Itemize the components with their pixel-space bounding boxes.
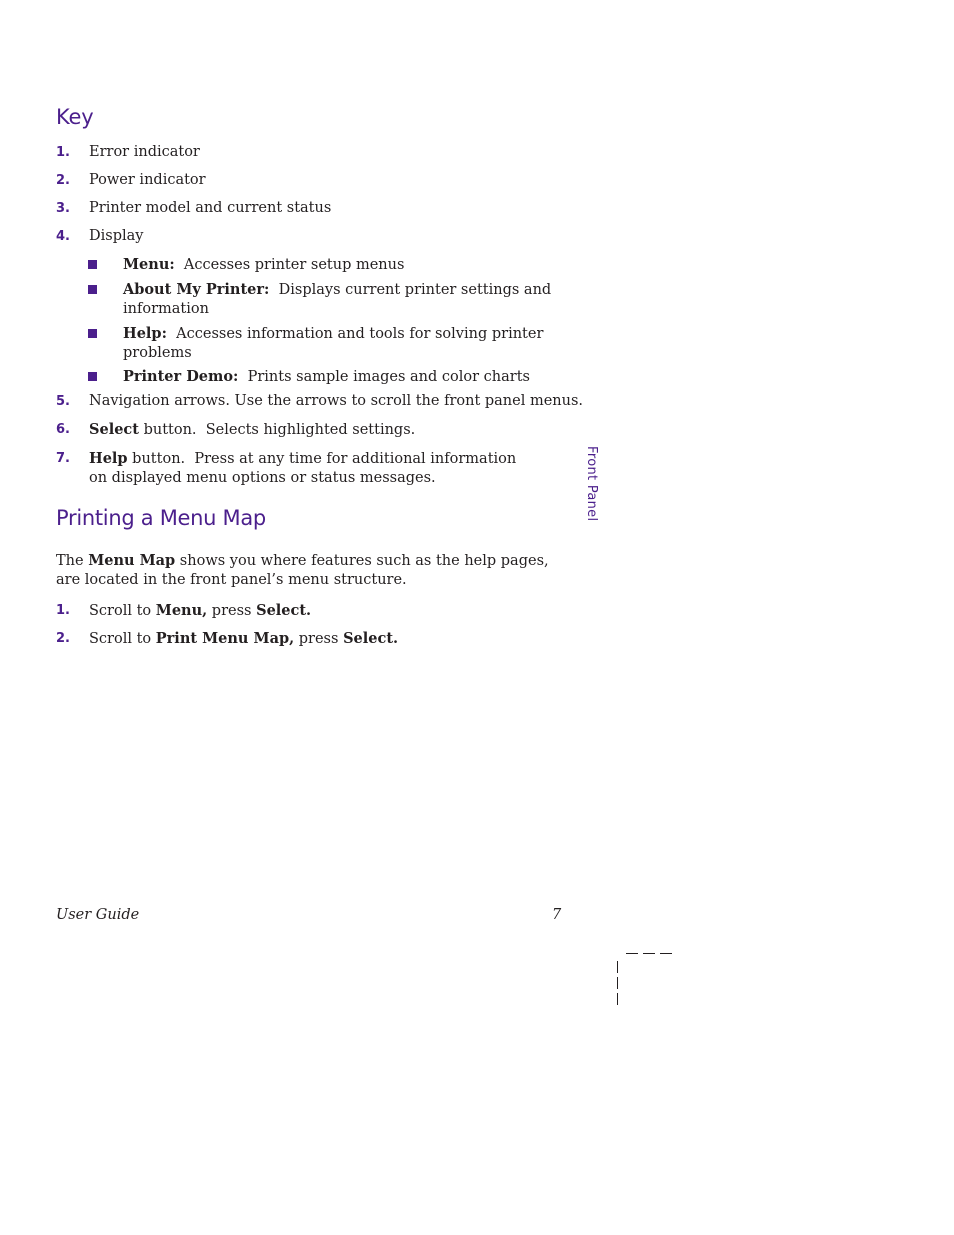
page-number: 7 (552, 907, 562, 923)
square-bullet-icon (88, 260, 97, 269)
square-bullet-icon (88, 372, 97, 381)
crop-mark (660, 953, 672, 954)
key-heading: Key (56, 105, 94, 129)
crop-mark (626, 953, 638, 954)
item-number: 1. (56, 145, 70, 160)
square-bullet-icon (88, 329, 97, 338)
item-text: button. Press at any time for additional information on displayed menu options or status messages. (89, 451, 521, 486)
crop-mark (617, 977, 618, 989)
subitem-term: Printer Demo: (123, 368, 239, 385)
item-text: Printer model and current status (89, 200, 332, 216)
item-number: 6. (56, 422, 70, 437)
subitem-text: Prints sample images and color charts (238, 369, 530, 385)
item-number: 5. (56, 394, 70, 409)
item-text: Power indicator (89, 172, 206, 188)
square-bullet-icon (88, 285, 97, 294)
crop-mark (617, 993, 618, 1005)
item-number: 2. (56, 173, 70, 188)
menu-map-heading: Printing a Menu Map (56, 506, 266, 530)
item-number: 4. (56, 229, 70, 244)
step-number: 1. (56, 603, 70, 618)
crop-mark (643, 953, 655, 954)
item-text: button. Selects highlighted settings. (138, 422, 416, 438)
subitem-text: Accesses printer setup menus (174, 257, 405, 273)
item-number: 3. (56, 201, 70, 216)
menu-map-term: Menu Map (88, 552, 176, 569)
item-text: Navigation arrows. Use the arrows to scroll the front panel menus. (89, 393, 584, 409)
document-page: Key 1. Error indicator 2. Power indicator 3. Printer model and current status 4. Display Menu: Accesses printer setup menus About My Printer: Displays current printer settings and information Help: Accesses information and tools for solving printer problems Printer Demo: Prints sample images and color charts 5. Navigation arrows. Use the arrows to scroll the front panel menus. 6. Select button. Selects highlighted settings. 7. Help button. Press at any time for additional information on displayed menu options or status messages. Printing a Menu Map The Menu Map shows you where features such as the help pages, are located in the front panel’s menu structure. 1. Scroll to Menu, press Select. 2. Scroll to Print Menu Map, press Select. Front Panel User Guide 7 (0, 0, 954, 1235)
step-number: 2. (56, 631, 70, 646)
item-number: 7. (56, 451, 70, 466)
item-text: Error indicator (89, 144, 200, 160)
subitem-text: Accesses information and tools for solving printer problems (123, 326, 548, 361)
subitem-term: About My Printer: (123, 281, 270, 298)
subitem-text: Displays current printer settings and information (123, 282, 556, 317)
footer-title: User Guide (56, 907, 140, 923)
section-side-tab: Front Panel (584, 446, 599, 522)
subitem-term: Help: (123, 325, 167, 342)
subitem-term: Menu: (123, 256, 175, 273)
item-term: Help (89, 450, 128, 467)
crop-mark (617, 961, 618, 973)
menu-map-intro: The Menu Map shows you where features such as the help pages, are located in the front panel’s menu structure. (56, 552, 554, 588)
item-term: Select (89, 421, 139, 438)
item-text: Display (89, 228, 144, 244)
